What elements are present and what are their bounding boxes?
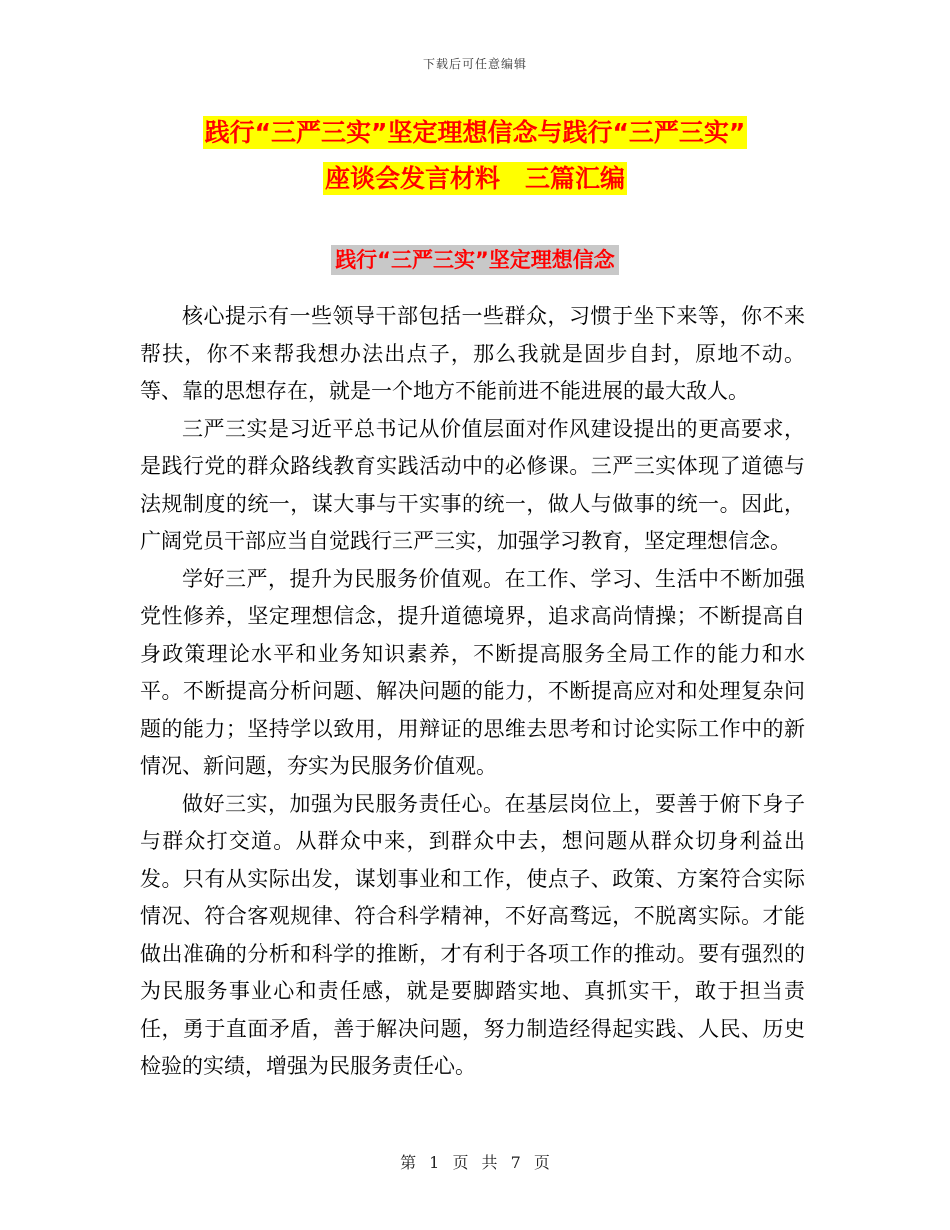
document-title (0, 110, 950, 202)
document-title-line-1 (0, 110, 950, 156)
title-line-2-text: 座谈会发言材料 三篇汇编 (324, 164, 625, 193)
section-title (0, 242, 950, 278)
paragraph: 核心提示有一些领导干部包括一些群众，习惯于坐下来等，你不来帮扶，你不来帮我想办法出点子，那么我就是固步自封，原地不动。等、靠的思想存在，就是一个地方不能前进不能进展的最大敌人。 (140, 304, 805, 403)
title-line-1-text: 践行“三严三实”坚定理想信念与践行“三严三实” (204, 118, 746, 147)
paragraph: 学好三严，提升为民服务价值观。在工作、学习、生活中不断加强党性修养，坚定理想信念，提升道德境界，追求高尚情操；不断提高自身政策理论水平和业务知识素养，不断提高服务全局工作的能力和水平。不断提高分析问题、解决问题的能力，不断提高应对和处理复杂问题的能力；坚持学以致用，用辩证的思维去思考和讨论实际工作中的新情况、新问题，夯实为民服务价值观。 (140, 566, 805, 778)
document-body (140, 298, 805, 1086)
paragraph: 三严三实是习近平总书记从价值层面对作风建设提出的更高要求，是践行党的群众路线教育实践活动中的必修课。三严三实体现了道德与法规制度的统一，谋大事与干实事的统一，做人与做事的统一。因此，广阔党员干部应当自觉践行三严三实，加强学习教育，坚定理想信念。 (140, 416, 805, 553)
document-title-line-2 (0, 156, 950, 202)
section-title-text: 践行“三严三实”坚定理想信念 (331, 245, 619, 275)
page-footer: 第 1 页 共 7 页 (400, 1153, 550, 1172)
header-note: 下载后可任意编辑 (422, 57, 527, 71)
paragraph: 做好三实，加强为民服务责任心。在基层岗位上，要善于俯下身子与群众打交道。从群众中来，到群众中去，想问题从群众切身利益出发。只有从实际出发，谋划事业和工作，使点子、政策、方案符合实际情况、符合客观规律、符合科学精神，不好高骛远，不脱离实际。才能做出准确的分析和科学的推断，才有利于各项工作的推动。要有强烈的为民服务事业心和责任感，就是要脚踏实地、真抓实干，敢于担当责任，勇于直面矛盾，善于解决问题，努力制造经得起实践、人民、历史检验的实绩，增强为民服务责任心。 (140, 791, 805, 1078)
